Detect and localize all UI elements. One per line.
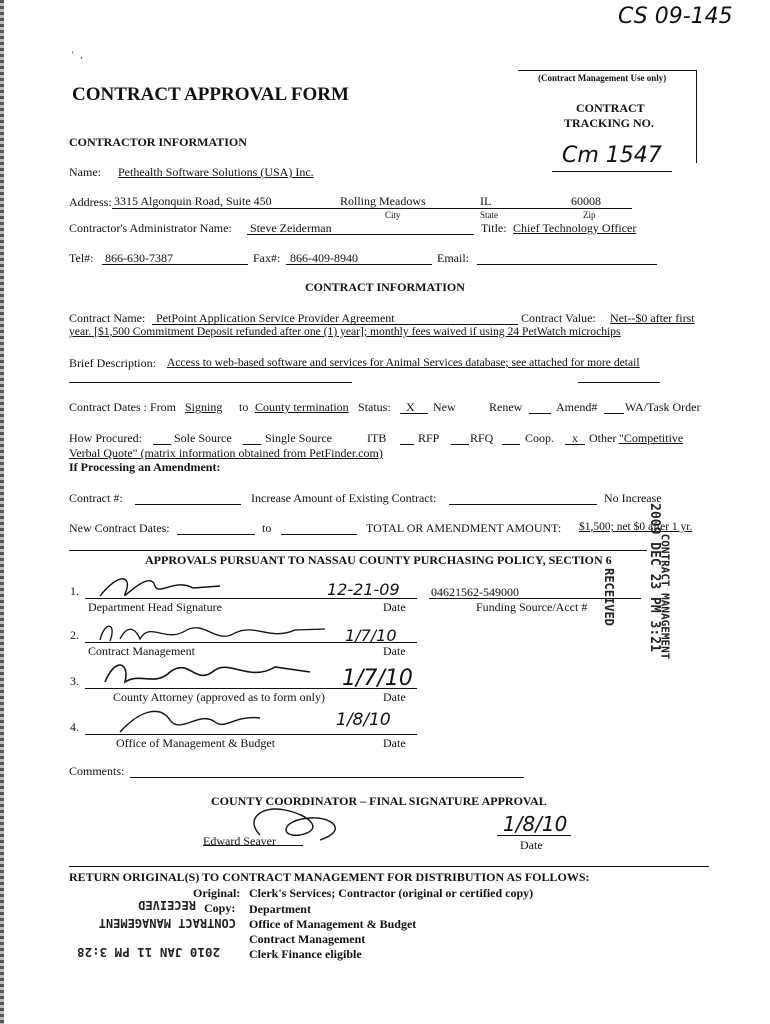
county-attorney-signature [100, 652, 320, 692]
stamp-right-org: CONTRACT MANAGEMENT [658, 533, 672, 660]
approvals-rule [69, 550, 647, 551]
funding-label: Funding Source/Acct # [476, 600, 588, 614]
return-original-label: Original: [193, 886, 241, 900]
increase-label: Increase Amount of Existing Contract: [251, 491, 437, 505]
name-label: Name: [69, 165, 101, 179]
procured-single: Single Source [265, 431, 332, 445]
zip-caption: Zip [583, 210, 596, 220]
comments-line [130, 777, 524, 778]
approval-1-num: 1. [70, 584, 79, 598]
approval-3-date: 1/7/10 [342, 666, 413, 691]
approvals-heading: APPROVALS PURSUANT TO NASSAU COUNTY PURCHASING POLICY, SECTION 6 [145, 553, 612, 567]
procured-coop: Coop. [525, 431, 555, 445]
approval-2-date: 1/7/10 [345, 626, 397, 645]
tracking-label-2: TRACKING NO. [564, 116, 655, 130]
approval-4-label: Office of Management & Budget [116, 736, 276, 750]
total-label: TOTAL OR AMENDMENT AMOUNT: [366, 521, 562, 535]
description-value: Access to web-based software and services for Animal Services database; see attached for more detail [167, 356, 640, 369]
return-item-3: Office of Management & Budget [249, 917, 417, 931]
address-label: Address: [69, 195, 112, 209]
status-renew-blank [529, 413, 551, 414]
final-date: 1/8/10 [503, 812, 568, 836]
status-wa: WA/Task Order [625, 400, 701, 414]
approval-3-date-label: Date [383, 690, 406, 704]
return-heading: RETURN ORIGINAL(S) TO CONTRACT MANAGEMENT FOR DISTRIBUTION AS FOLLOWS: [69, 870, 590, 884]
approval-1-date-label: Date [383, 600, 406, 614]
final-date-label: Date [520, 838, 543, 852]
received-stamp-left [36, 880, 236, 960]
contract-heading: CONTRACT INFORMATION [305, 280, 465, 294]
tracking-line [552, 171, 672, 172]
procured-detail: Verbal Quote" (matrix information obtained from PetFinder.com) [69, 446, 383, 460]
no-increase: No Increase [604, 491, 662, 505]
admin-title: Chief Technology Officer [513, 221, 637, 235]
tracking-number: Cm 1547 [562, 143, 662, 168]
single-blank [243, 444, 261, 445]
final-date-line [497, 835, 571, 836]
tel-value: 866-630-7387 [105, 251, 173, 265]
status-amend: Amend# [556, 400, 598, 414]
amend-contract-line [135, 504, 241, 505]
procured-rfp: RFP [418, 431, 440, 445]
rfp-blank [400, 444, 414, 445]
new-dates-label: New Contract Dates: [69, 521, 170, 535]
date-to: County termination [255, 400, 349, 414]
stamp-right-date: 2009 DEC 23 PM 3:21 [646, 503, 662, 652]
contract-value-label: Contract Value: [521, 311, 596, 325]
contract-value: Net--$0 after first [610, 311, 695, 325]
approval-3-num: 3. [70, 674, 79, 688]
city-caption: City [385, 210, 401, 220]
return-item-4: Contract Management [249, 932, 366, 946]
rfq-blank [451, 444, 469, 445]
coop-blank [502, 444, 520, 445]
return-rule [69, 866, 709, 867]
contractor-name: Pethealth Software Solutions (USA) Inc. [118, 165, 314, 179]
address-state: IL [480, 194, 492, 208]
approval-3-label: County Attorney (approved as to form only) [113, 690, 325, 704]
stamp-right-received: RECEIVED [601, 568, 616, 626]
approval-4-date: 1/8/10 [336, 710, 391, 730]
email-line [477, 264, 657, 265]
approval-2-date-label: Date [383, 644, 406, 658]
address-city: Rolling Meadows [340, 194, 426, 208]
return-item-2: Department [249, 902, 311, 916]
contractor-heading: CONTRACTOR INFORMATION [69, 135, 247, 149]
procured-other-value: "Competitive [619, 431, 684, 445]
procured-mark: x [572, 431, 578, 445]
return-item-5: Clerk Finance eligible [249, 947, 362, 961]
approval-1-date: 12-21-09 [327, 580, 400, 599]
status-renew: Renew [489, 400, 523, 414]
new-dates-to-line [281, 534, 357, 535]
description-line-2 [69, 382, 352, 383]
approval-2-label: Contract Management [88, 644, 195, 658]
final-signer: Edward Seaver [203, 834, 276, 848]
new-dates-from-line [177, 534, 255, 535]
dates-to-label: to [239, 400, 249, 414]
email-label: Email: [437, 251, 469, 265]
procured-sole: Sole Source [174, 431, 232, 445]
stamp-left-org: CONTRACT MANAGEMENT [98, 916, 236, 930]
address-street: 3315 Algonquin Road, Suite 450 [114, 194, 272, 208]
dates-label: Contract Dates : From [69, 400, 176, 414]
status-new: New [433, 400, 456, 414]
description-label: Brief Description: [69, 356, 156, 370]
procured-itb: ITB [367, 431, 387, 445]
return-item-1: Clerk's Services; Contractor (original or certified copy) [249, 886, 534, 900]
sole-blank [153, 444, 171, 445]
new-dates-to: to [262, 521, 272, 535]
handwritten-reference: CS 09-145 [618, 4, 733, 29]
final-approval-label: COUNTY COORDINATOR – FINAL SIGNATURE APPROVAL [211, 794, 547, 808]
contract-name: PetPoint Application Service Provider Agreement [156, 311, 395, 325]
stamp-left-received: RECEIVED [138, 898, 196, 912]
procured-label: How Procured: [69, 431, 142, 445]
comments-label: Comments: [69, 764, 125, 778]
form-title: CONTRACT APPROVAL FORM [72, 84, 349, 105]
approval-2-num: 2. [70, 628, 79, 642]
stamp-left-date: 2010 JAN 11 PM 3:28 [77, 945, 220, 960]
fax-label: Fax#: [253, 251, 281, 265]
funding-source: 04621562-549000 [431, 585, 519, 599]
contract-name-label: Contract Name: [69, 311, 146, 325]
scan-edge [0, 0, 4, 1024]
date-from: Signing [185, 400, 223, 414]
admin-label: Contractor's Administrator Name: [69, 221, 232, 235]
amend-contract-label: Contract #: [69, 491, 123, 505]
fax-value: 866-409-8940 [290, 251, 358, 265]
approval-1-label: Department Head Signature [88, 600, 222, 614]
scan-specks: ' , [72, 50, 83, 60]
procured-rfq: RFQ [470, 431, 494, 445]
return-copy-label: Copy: [204, 901, 236, 915]
total-value: $1,500; net $0 after 1 yr. [579, 521, 693, 533]
address-zip: 60008 [571, 194, 601, 208]
approval-4-num: 4. [70, 720, 79, 734]
tracking-box [518, 70, 697, 168]
title-label: Title: [481, 221, 507, 235]
increase-line [449, 504, 597, 505]
contract-value-detail: year. [$1,500 Commitment Deposit refunded after one (1) year]; monthly fees waived if using 24 PetWatch microchips [69, 325, 621, 338]
tracking-label: CONTRACT [576, 101, 645, 115]
tel-label: Tel#: [69, 251, 94, 265]
status-amend-blank [604, 413, 624, 414]
procured-other-label: Other [589, 431, 617, 445]
status-new-mark: X [406, 400, 415, 414]
status-label: Status: [358, 400, 391, 414]
amendment-heading: If Processing an Amendment: [69, 460, 221, 474]
state-caption: State [480, 210, 498, 220]
admin-name: Steve Zeiderman [250, 221, 332, 235]
description-line-3 [578, 382, 660, 383]
omb-signature [110, 700, 270, 740]
tracking-use-only: (Contract Management Use only) [538, 73, 667, 83]
approval-4-date-label: Date [383, 736, 406, 750]
